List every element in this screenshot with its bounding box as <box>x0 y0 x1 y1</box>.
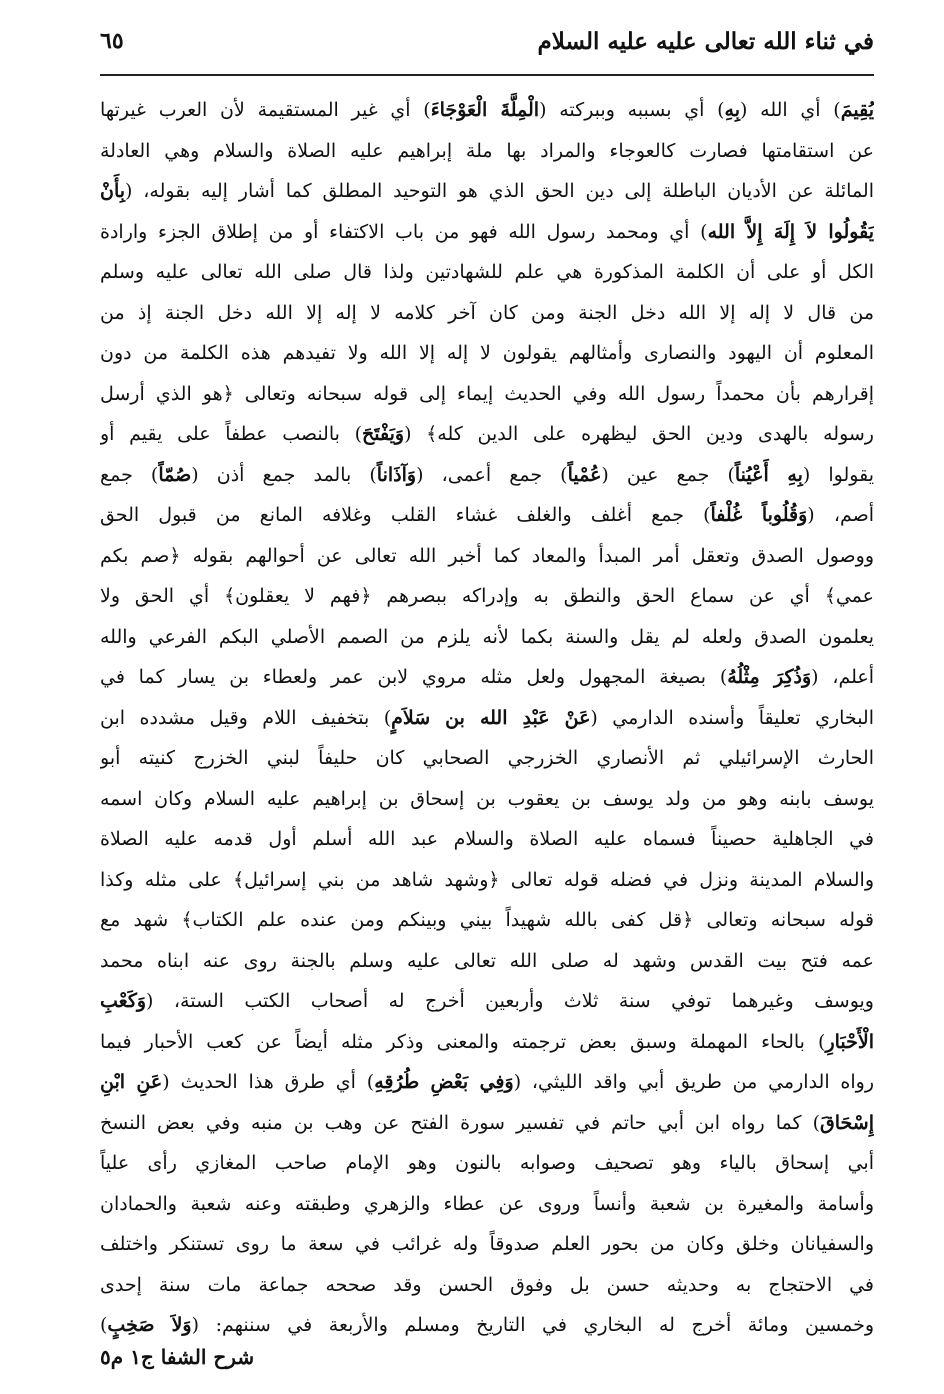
commentary-segment: يعلمون الصدق ولعله لم يقل والسنة بكما لأنه يلزم من الصمم الأصلي البكم الفرعي والله <box>100 625 874 648</box>
text-line <box>100 657 874 698</box>
commentary-segment: وخمسين ومائة أخرج له البخاري في التاريخ ومسلم والأربعة في سننهم: ( <box>191 1314 874 1336</box>
text-line <box>100 212 874 253</box>
quoted-matn: بِأَنْ <box>100 180 126 202</box>
commentary-segment: عمه فتح بيت القدس وشهد له صلى الله تعالى عليه وسلم بالجنة روى عنه ابناه محمد <box>100 949 874 972</box>
quoted-matn: الْمِلَّةَ الْعَوْجَاءَ <box>430 99 540 121</box>
text-line <box>100 252 874 293</box>
quoted-matn: عَنِ ابْنِ <box>100 1071 163 1093</box>
text-line <box>100 171 874 212</box>
commentary-segment: عن استقامتها فصارت كالعوجاء والمراد بها ملة إبراهيم عليه الصلاة والسلام وهي العادلة <box>100 139 874 162</box>
commentary-segment: والسلام المدينة ونزل في فضله قوله تعالى ﴿وشهد شاهد من بني إسرائيل﴾ على مثله وكذا <box>100 868 874 891</box>
quoted-matn: يُقِيمَ <box>840 99 874 121</box>
commentary-segment: والسفيانان وخلق وكان من بحور العلم صدوقاً وله غرائب في سعة ما روى تستنكر واختلف <box>100 1233 874 1255</box>
page-header <box>100 28 874 68</box>
commentary-segment: رواه الدارمي من طريق أبي واقد الليثي، ( <box>513 1071 874 1093</box>
commentary-segment: عمي﴾ أي عن سماع الحق والنطق به وإدراكه ببصرهم ﴿فهم لا يعقلون﴾ أي الحق ولا <box>100 585 874 607</box>
commentary-segment: في الجاهلية حصيناً فسماه عليه الصلاة والسلام عبد الله أسلم أول قدمه عليه الصلاة <box>100 828 874 850</box>
header-rule <box>100 74 874 76</box>
commentary-segment: ) بالنصب عطفاً على يقيم أو <box>100 423 363 445</box>
text-line <box>100 333 874 374</box>
commentary-segment: أصم، ( <box>807 504 874 526</box>
commentary-segment: قوله سبحانه وتعالى ﴿قل كفى بالله شهيداً بيني وبينكم ومن عنده علم الكتاب﴾ شهد مع <box>100 909 874 931</box>
commentary-segment: ) أي غير المستقيمة لأن العرب غيرتها <box>100 99 431 121</box>
text-line <box>100 1305 874 1346</box>
commentary-segment: ) كما رواه ابن أبي حاتم في تفسير سورة الفتح عن وهب بن منبه وفي بعض النسخ <box>100 1111 820 1134</box>
text-line <box>100 1062 874 1103</box>
quoted-matn: وَكَعْبِ <box>100 990 147 1012</box>
commentary-segment: وأسامة والمغيرة بن شعبة وأنساً وروى عن عطاء والزهري وطبقته وعنه شعبة والحمادان <box>100 1192 874 1215</box>
text-line <box>100 90 874 131</box>
quoted-matn: عَنْ عَبْدِ الله بن سَلاَمٍ <box>391 706 591 729</box>
commentary-segment: إقرارهم بأن محمداً رسول الله وفي الحديث إيماء إلى قوله سبحانه وتعالى ﴿هو الذي أرسل <box>100 382 874 405</box>
commentary-segment: ) جمع أعمى، ( <box>416 463 568 486</box>
quoted-matn: بِهِ <box>724 99 741 121</box>
commentary-segment: ) جمع أغلف والغلف غشاء القلب وغلافه المانع من قبول الحق <box>100 504 711 526</box>
commentary-segment: في الاحتجاج به وحديثه حسن بل وفوق الحسن وقد صححه جماعة مات سنة إحدى <box>100 1273 874 1296</box>
text-line <box>100 738 874 779</box>
quoted-matn: يَقُولُوا لاَ إِلَهَ إِلاَّ الله <box>707 220 874 243</box>
quoted-matn: وَيَفْتَحَ <box>362 423 405 445</box>
commentary-segment: ) بصيغة المجهول ولعل مثله مروي لابن عمر ولعطاء بن يسار كما في <box>100 666 728 688</box>
text-line <box>100 131 874 172</box>
commentary-segment: يقولوا ( <box>802 463 874 486</box>
text-line <box>100 819 874 860</box>
text-line <box>100 576 874 617</box>
commentary-segment: يوسف بابنه وهو من ولد يوسف بن يعقوب بن إسحاق بن إبراهيم عليه السلام وكان اسمه <box>100 787 874 810</box>
text-line <box>100 374 874 415</box>
commentary-text <box>100 90 874 1346</box>
text-line <box>100 1265 874 1306</box>
commentary-segment: ويوسف وغيرهما توفي سنة ثلاث وأربعين أخرج له أصحاب الكتب الستة، ( <box>146 990 874 1012</box>
text-line <box>100 536 874 577</box>
quoted-matn: وَآذَاناً <box>376 463 417 486</box>
quoted-matn: وَلاَ صَخِبٍ <box>107 1314 192 1336</box>
commentary-segment: أبي إسحاق بالياء وهو تصحيف وصوابه بالنون وهو الإمام صاحب المغازي رأى علياً <box>100 1152 874 1174</box>
text-line <box>100 1022 874 1063</box>
commentary-segment: ) <box>100 1314 108 1336</box>
commentary-segment: من قال لا إله إلا الله دخل الجنة ومن كان آخر كلامه لا إله إلا الله دخل الجنة إذ من <box>100 301 874 324</box>
commentary-segment: ) بتخفيف اللام وقيل مشدده ابن <box>100 706 392 729</box>
text-line <box>100 900 874 941</box>
text-line <box>100 414 874 455</box>
signature-mark: شرح الشفا ج١ م٥ <box>100 1345 255 1369</box>
text-line <box>100 1184 874 1225</box>
text-line <box>100 1103 874 1144</box>
commentary-segment: المعلوم أن اليهود والنصارى وأمثالهم يقولون لا إله إلا الله ولا تفيدهم هذه الكلمة من دون <box>100 342 874 364</box>
quoted-matn: عُمْياً <box>567 463 602 486</box>
text-line <box>100 495 874 536</box>
running-title: في ثناء الله تعالى عليه عليه السلام <box>537 28 874 55</box>
text-line <box>100 293 874 334</box>
text-line <box>100 617 874 658</box>
quoted-matn: وَفِي بَعْضِ طُرُقِهِ <box>374 1071 514 1093</box>
commentary-segment: ) أي الله ( <box>740 99 841 121</box>
commentary-segment: ) أي بسببه وببركته ( <box>539 99 725 121</box>
commentary-segment: ) جمع عين ( <box>601 463 735 486</box>
commentary-segment: ) أي طرق هذا الحديث ( <box>162 1071 375 1093</box>
quoted-matn: وَذُكِرَ مِثْلُهُ <box>727 666 812 688</box>
commentary-segment: ) بالمد جمع أذن ( <box>191 463 377 486</box>
commentary-segment: الحارث الإسرائيلي ثم الأنصاري الخزرجي الصحابي كان حليفاً لبني الخزرج كنيته أبو <box>100 747 874 769</box>
text-line <box>100 698 874 739</box>
commentary-segment: ) أي ومحمد رسول الله فهو من باب الاكتفاء أو من إطلاق الجزء وارادة <box>100 220 708 243</box>
text-line <box>100 981 874 1022</box>
commentary-segment: ) جمع <box>100 463 159 486</box>
commentary-segment: أعلم، ( <box>811 666 874 688</box>
quoted-matn: الْأَحْبَارِ <box>825 1030 874 1053</box>
text-line <box>100 1224 874 1265</box>
quoted-matn: صُمّاً <box>158 463 192 486</box>
commentary-segment: الكل أو على أن الكلمة المذكورة هي علم للشهادتين ولذا قال صلى الله تعالى عليه وسلم <box>100 261 874 283</box>
quoted-matn: وَقُلُوباً غُلْفاً <box>710 504 808 526</box>
text-line <box>100 455 874 496</box>
text-line <box>100 860 874 901</box>
page-number: ٦٥ <box>100 28 124 54</box>
commentary-segment: ) بالحاء المهملة وسبق بعض ترجمته والمعنى وذكر مثله أيضاً عن كعب الأحبار فيما <box>100 1030 826 1053</box>
commentary-segment: ووصول الصدق وتعقل أمر المبدأ والمعاد كما أخبر الله تعالى عن أحوالهم بقوله ﴿صم بكم <box>100 544 874 567</box>
quoted-matn: إِسْحَاقَ <box>820 1111 874 1134</box>
text-line <box>100 1143 874 1184</box>
commentary-segment: رسوله بالهدى ودين الحق ليظهره على الدين كله﴾ ( <box>404 423 874 445</box>
text-line <box>100 941 874 982</box>
commentary-segment: البخاري تعليقاً وأسنده الدارمي ( <box>590 706 874 729</box>
commentary-segment: المائلة عن الأديان الباطلة إلى دين الحق الذي هو التوحيد المطلق كما أشار إليه بقوله، ( <box>125 180 874 202</box>
text-line <box>100 779 874 820</box>
quoted-matn: بِهِ أَعْيُناً <box>734 463 803 486</box>
